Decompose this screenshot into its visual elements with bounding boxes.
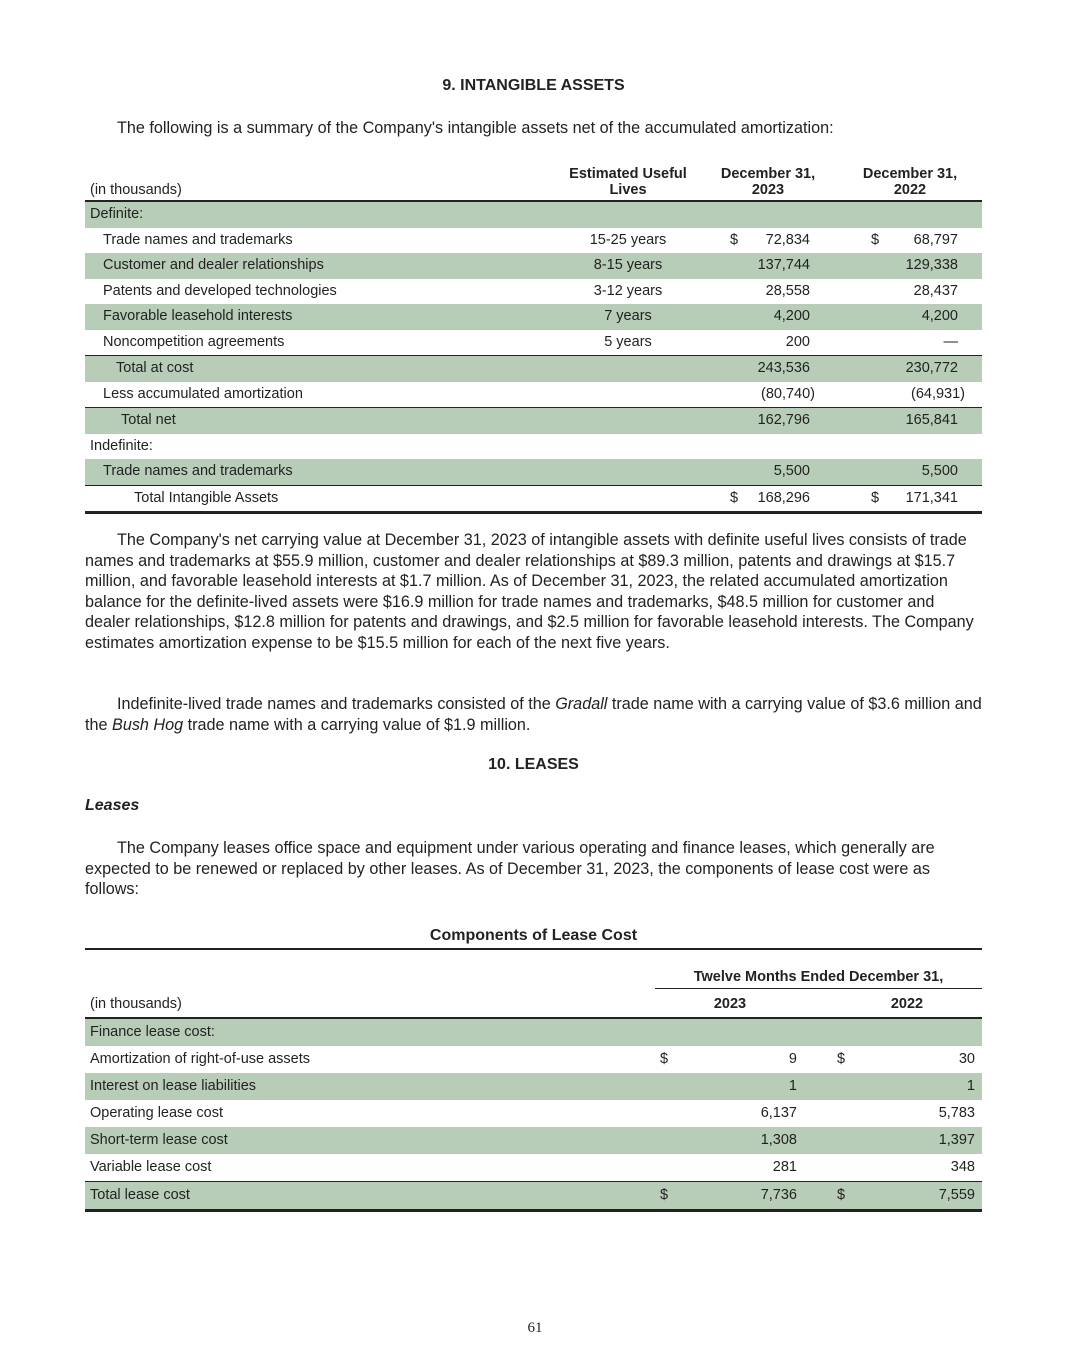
- row-label: Short-term lease cost: [90, 1132, 228, 1148]
- value-2022: —: [943, 333, 958, 350]
- table-row: [85, 253, 982, 279]
- value-2022: 230,772: [905, 360, 958, 376]
- value-2022: 4,200: [921, 308, 958, 324]
- dollar-sign: $: [871, 231, 880, 248]
- value-2022: 5,783: [938, 1105, 975, 1121]
- table-total-row: [85, 485, 982, 515]
- dollar-sign: $: [660, 1051, 669, 1067]
- table-row: [85, 355, 982, 382]
- table-row: [85, 1100, 982, 1127]
- intangible-assets-table: [85, 164, 982, 514]
- section-9-title: 9. INTANGIBLE ASSETS: [442, 77, 625, 94]
- unit-label: (in thousands): [90, 182, 182, 198]
- table-row: [85, 459, 982, 485]
- table-row: [85, 1127, 982, 1154]
- value-2023: 243,536: [757, 360, 810, 376]
- dollar-sign: $: [837, 1187, 846, 1203]
- period-header: Twelve Months Ended December 31,: [655, 969, 982, 989]
- dollar-sign: $: [730, 489, 739, 506]
- page-number: 61: [527, 1320, 543, 1336]
- value-2023: 162,796: [757, 412, 810, 428]
- row-label: Favorable leasehold interests: [103, 308, 293, 324]
- row-label: Patents and developed technologies: [103, 282, 337, 299]
- row-label: Variable lease cost: [90, 1159, 212, 1175]
- value-2022: 1,397: [938, 1132, 975, 1148]
- text-run: trade name with a carrying value of $1.9 million.: [183, 715, 531, 734]
- value-2023: 1,308: [760, 1132, 797, 1148]
- row-label: Definite:: [90, 206, 144, 222]
- value-2022: 30: [958, 1051, 975, 1067]
- row-label: Trade names and trademarks: [103, 463, 293, 479]
- value-2022: 129,338: [905, 257, 958, 273]
- dec-2023-header: December 31, 2023: [720, 166, 816, 198]
- row-label: Operating lease cost: [90, 1105, 223, 1121]
- value-2023: 9: [788, 1051, 797, 1067]
- value-2023: (80,740): [760, 385, 815, 402]
- table-row: [85, 228, 982, 254]
- row-label: Finance lease cost:: [90, 1024, 215, 1040]
- lease-cost-table-title: Components of Lease Cost: [85, 927, 982, 950]
- year-2023-header: 2023: [713, 996, 747, 1012]
- section-10-title: 10. LEASES: [488, 756, 579, 773]
- row-label: Less accumulated amortization: [103, 385, 303, 402]
- table-row: [85, 434, 982, 460]
- value-2023: 7,736: [760, 1187, 797, 1203]
- value-2023: 4,200: [773, 308, 810, 324]
- useful-life: 15-25 years: [589, 231, 667, 248]
- dec-2022-header: December 31, 2022: [862, 166, 958, 198]
- row-label: Noncompetition agreements: [103, 333, 285, 350]
- section-9-intro: The following is a summary of the Company's intangible assets net of the accumulated amortization:: [117, 119, 834, 137]
- dollar-sign: $: [837, 1051, 846, 1067]
- year-2022-header: 2022: [890, 996, 924, 1012]
- useful-life: 8-15 years: [593, 257, 663, 273]
- lease-cost-table: [85, 965, 982, 1212]
- table-row: [85, 382, 982, 408]
- table-row: [85, 202, 982, 228]
- useful-life: 7 years: [604, 308, 652, 324]
- table-row: [85, 1073, 982, 1100]
- value-2023: 137,744: [757, 257, 810, 273]
- table-row: [85, 1019, 982, 1046]
- unit-label: (in thousands): [90, 996, 182, 1012]
- value-2022: (64,931): [910, 385, 965, 402]
- dollar-sign: $: [730, 231, 739, 248]
- table-row: [85, 279, 982, 305]
- row-label: Indefinite:: [90, 437, 153, 454]
- value-2023: 5,500: [773, 463, 810, 479]
- row-label: Interest on lease liabilities: [90, 1078, 257, 1094]
- value-2023: 72,834: [765, 231, 810, 248]
- bush-hog-name: Bush Hog: [112, 715, 184, 734]
- dollar-sign: $: [660, 1187, 669, 1203]
- text-run: trade name with a carrying value of $3.6 million and the: [85, 695, 982, 734]
- value-2023: 28,558: [765, 282, 810, 299]
- value-2022: 165,841: [905, 412, 958, 428]
- dollar-sign: $: [871, 489, 880, 506]
- table-header: [85, 164, 982, 202]
- value-2022: 7,559: [938, 1187, 975, 1203]
- table-row: [85, 304, 982, 330]
- gradall-name: Gradall: [555, 695, 608, 713]
- useful-life: 5 years: [604, 333, 652, 350]
- table-row: [85, 1046, 982, 1073]
- table-row: [85, 330, 982, 356]
- row-label: Trade names and trademarks: [103, 231, 293, 248]
- value-2022: 1: [966, 1078, 975, 1094]
- row-label: Total lease cost: [90, 1187, 190, 1203]
- value-2022: 171,341: [905, 489, 958, 506]
- value-2023: 200: [785, 333, 810, 350]
- table-row: [85, 1154, 982, 1181]
- value-2022: 5,500: [921, 463, 958, 479]
- row-label: Total at cost: [116, 360, 194, 376]
- value-2022: 348: [950, 1159, 975, 1175]
- lives-header: Estimated Useful Lives: [569, 166, 687, 198]
- row-label: Total net: [121, 412, 176, 428]
- value-2022: 68,797: [913, 231, 958, 248]
- value-2023: 6,137: [760, 1105, 797, 1121]
- value-2023: 168,296: [757, 489, 810, 506]
- value-2023: 281: [772, 1159, 797, 1175]
- row-label: Customer and dealer relationships: [103, 257, 324, 273]
- row-label: Total Intangible Assets: [134, 489, 279, 506]
- section-10-intro: The Company leases office space and equipment under various operating and finance leases, which generally are expected to be renewed or replaced by other leases. As of December 31, 2023, the components of lease cost were as follows:: [85, 839, 935, 898]
- table-total-row: [85, 1181, 982, 1212]
- indefinite-paragraph: [85, 694, 982, 735]
- leases-subheading: Leases: [85, 797, 140, 814]
- carrying-value-paragraph: The Company's net carrying value at December 31, 2023 of intangible assets with definite useful lives consists of trade names and trademarks at $55.9 million, customer and dealer relationships at $89.3 million, patents and drawings at $15.7 million, and favorable leasehold interests at $1.7 million. As of December 31, 2023, the related accumulated amortization balance for the definite-lived assets were $16.9 million for trade names and trademarks, $48.5 million for customer and dealer relationships, $12.8 million for patents and drawings, and $2.5 million for favorable leasehold interests. The Company estimates amortization expense to be $15.5 million for each of the next five years.: [85, 531, 974, 652]
- value-2022: 28,437: [913, 282, 958, 299]
- table-header: [85, 965, 982, 1019]
- useful-life: 3-12 years: [593, 282, 663, 299]
- value-2023: 1: [788, 1078, 797, 1094]
- text-run: Indefinite-lived trade names and trademarks consisted of the: [117, 695, 556, 713]
- row-label: Amortization of right-of-use assets: [90, 1051, 311, 1067]
- table-row: [85, 407, 982, 434]
